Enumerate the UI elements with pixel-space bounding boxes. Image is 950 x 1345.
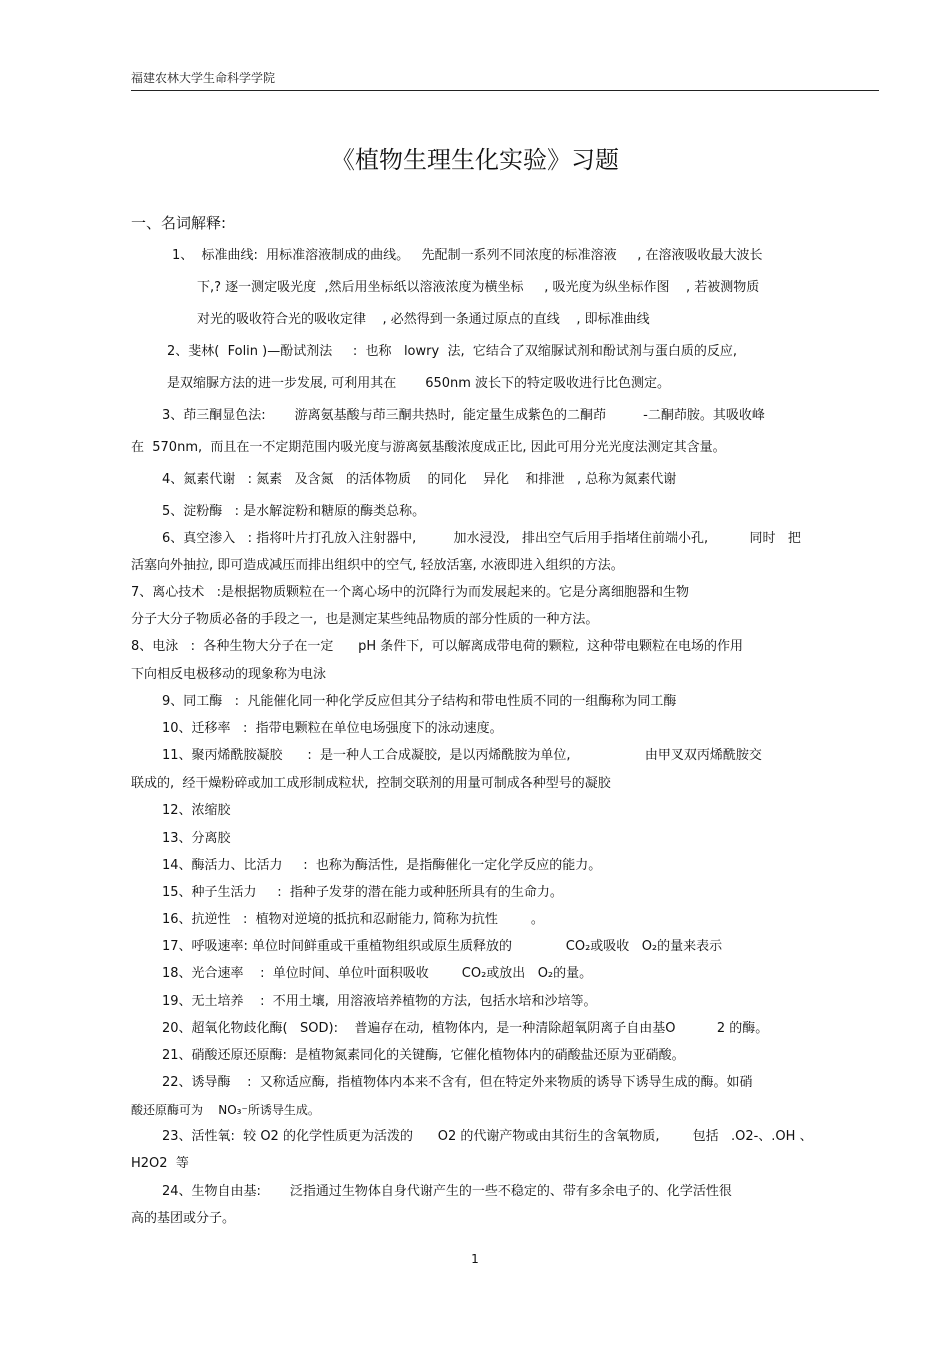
text-line: 高的基团或分子。 bbox=[131, 1211, 236, 1226]
text-line: 10、迁移率 : 指带电颗粒在单位电场强度下的泳动速度。 bbox=[162, 721, 503, 736]
text-line: 酸还原酶可为 NO₃⁻所诱导生成。 bbox=[131, 1103, 320, 1117]
text-line: 是双缩脲方法的进一步发展, 可利用其在 650nm 波长下的特定吸收进行比色测定。 bbox=[167, 376, 671, 391]
text-line: 3、茚三酮显色法: 游离氨基酸与茚三酮共热时, 能定量生成紫色的二酮茚 -二酮茚胺。其吸收峰 bbox=[162, 408, 765, 423]
text-line: 9、同工酶 : 凡能催化同一种化学反应但其分子结构和带电性质不同的一组酶称为同工酶 bbox=[162, 694, 677, 709]
text-line: 对光的吸收符合光的吸收定律 , 必然得到一条通过原点的直线 , 即标准曲线 bbox=[197, 312, 650, 327]
page-number: 1 bbox=[471, 1252, 479, 1266]
text-line: 8、电泳 : 各种生物大分子在一定 pH 条件下, 可以解离成带电荷的颗粒, 这种带电颗粒在电场的作用 bbox=[131, 639, 744, 654]
text-line: 15、种子生活力 : 指种子发芽的潜在能力或种胚所具有的生命力。 bbox=[162, 885, 563, 900]
text-line: 22、诱导酶 : 又称适应酶, 指植物体内本来不含有, 但在特定外来物质的诱导下诱导生成的酶。如硝 bbox=[162, 1075, 753, 1090]
text-line: 20、超氧化物歧化酶( SOD): 普遍存在动, 植物体内, 是一种清除超氧阴离子自由基O 2 的酶。 bbox=[162, 1021, 769, 1036]
text-line: 11、聚丙烯酰胺凝胶 : 是一种人工合成凝胶, 是以丙烯酰胺为单位, 由甲叉双丙烯酰胺交 bbox=[162, 748, 762, 763]
text-line: 1、 标准曲线: 用标准溶液制成的曲线。 先配制一系列不同浓度的标准溶液 , 在溶液吸收最大波长 bbox=[172, 248, 763, 263]
text-line: 17、呼吸速率: 单位时间鲜重或干重植物组织或原生质释放的 CO₂或吸收 O₂的量来表示 bbox=[162, 939, 723, 954]
text-line: 21、硝酸还原还原酶: 是植物氮素同化的关键酶, 它催化植物体内的硝酸盐还原为亚硝酸。 bbox=[162, 1048, 685, 1063]
text-line: 分子大分子物质必备的手段之一, 也是测定某些纯品物质的部分性质的一种方法。 bbox=[131, 612, 599, 627]
text-line: 在 570nm, 而且在一不定期范围内吸光度与游离氨基酸浓度成正比, 因此可用分光光度法测定其含量。 bbox=[131, 440, 726, 455]
text-line: 活塞向外抽拉, 即可造成减压而排出组织中的空气, 轻放活塞, 水液即进入组织的方法。 bbox=[131, 558, 624, 573]
page-title: 《植物生理生化实验》习题 bbox=[331, 146, 619, 174]
text-line: 下向相反电极移动的现象称为电泳 bbox=[131, 667, 327, 682]
text-line: 16、抗逆性 : 植物对逆境的抵抗和忍耐能力, 简称为抗性 。 bbox=[162, 912, 544, 927]
text-line: 18、光合速率 : 单位时间、单位叶面积吸收 CO₂或放出 O₂的量。 bbox=[162, 966, 593, 981]
section-heading: 一、名词解释: bbox=[131, 214, 227, 232]
text-line: 6、真空渗入 : 指将叶片打孔放入注射器中, 加水浸没, 排出空气后用手指堵住前端小孔, 同时 把 bbox=[162, 531, 801, 546]
text-line: 2、斐林( Folin )—酚试剂法 : 也称 lowry 法, 它结合了双缩脲试剂和酚试剂与蛋白质的反应, bbox=[167, 344, 737, 359]
header-institution: 福建农林大学生命科学学院 bbox=[131, 71, 276, 85]
text-line: 14、酶活力、比活力 : 也称为酶活性, 是指酶催化一定化学反应的能力。 bbox=[162, 858, 602, 873]
text-line: 联成的, 经干燥粉碎或加工成形制成粒状, 控制交联剂的用量可制成各种型号的凝胶 bbox=[131, 776, 611, 791]
text-line: H2O2 等 bbox=[131, 1156, 189, 1171]
text-line: 24、生物自由基: 泛指通过生物体自身代谢产生的一些不稳定的、带有多余电子的、化学活性很 bbox=[162, 1184, 732, 1199]
text-line: 12、浓缩胶 bbox=[162, 803, 231, 818]
text-line: 4、氮素代谢 : 氮素 及含氮 的活体物质 的同化 异化 和排泄 , 总称为氮素代谢 bbox=[162, 472, 677, 487]
text-line: 7、离心技术 :是根据物质颗粒在一个离心场中的沉降行为而发展起来的。它是分离细胞器和生物 bbox=[131, 585, 690, 600]
text-line: 23、活性氧: 较 O2 的化学性质更为活泼的 O2 的代谢产物或由其衍生的含氧物质, 包括 .O2-、.OH 、 bbox=[162, 1129, 813, 1144]
header-divider bbox=[131, 90, 879, 91]
text-line: 5、淀粉酶 : 是水解淀粉和糖原的酶类总称。 bbox=[162, 504, 426, 519]
text-line: 下,? 逐一测定吸光度 ,然后用坐标纸以溶液浓度为横坐标 , 吸光度为纵坐标作图 , 若被测物质 bbox=[197, 280, 760, 295]
text-line: 13、分离胶 bbox=[162, 831, 231, 846]
text-line: 19、无土培养 : 不用土壤, 用溶液培养植物的方法, 包括水培和沙培等。 bbox=[162, 994, 597, 1009]
